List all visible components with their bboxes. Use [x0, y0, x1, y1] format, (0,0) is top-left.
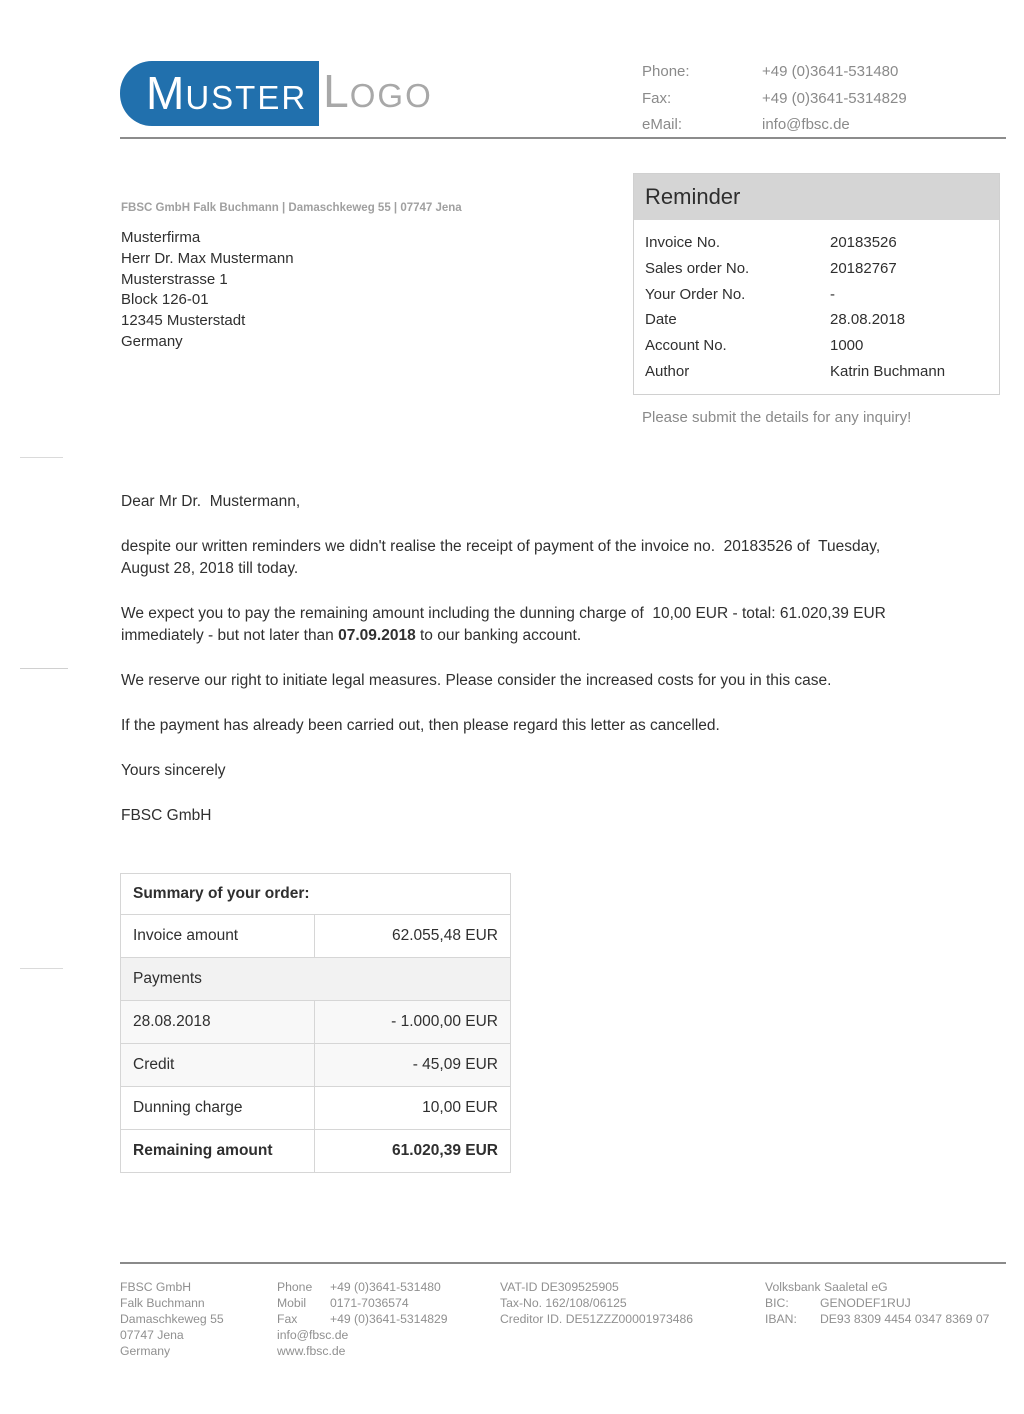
footer-fax-row [277, 1312, 448, 1328]
invoice-no-value: 20183526 [830, 234, 897, 251]
logo-secondary [319, 59, 433, 128]
remaining-amount-label: Remaining amount [121, 1130, 315, 1172]
sales-order-no-row [634, 256, 999, 282]
closing: Yours sincerely [121, 762, 226, 779]
your-order-no-value: - [830, 285, 835, 303]
recipient-city: 12345 Musterstadt [121, 312, 246, 330]
invoice-amount-row [121, 915, 510, 958]
inquiry-note: Please submit the details for any inquiry! [642, 409, 912, 426]
footer-iban-label: IBAN: [765, 1311, 797, 1326]
footer-fax-value: +49 (0)3641-5314829 [330, 1311, 448, 1326]
footer-mobile-label: Mobil [277, 1295, 307, 1310]
credit-label: Credit [121, 1044, 315, 1086]
recipient-block: Block 126-01 [121, 291, 209, 309]
payments-section-row [121, 958, 510, 1001]
your-order-no-row [634, 282, 999, 308]
footer-address-column [120, 1280, 224, 1360]
email-value: info@fbsc.de [762, 116, 850, 133]
invoice-amount-value: 62.055,48 EUR [392, 927, 498, 944]
paragraph-2-line-1: We expect you to pay the remaining amount including the dunning charge of 10,00 EUR - total: 61.020,39 EUR [121, 605, 886, 622]
sender-return-address: FBSC GmbH Falk Buchmann | Damaschkeweg 55 | 07747 Jena [121, 202, 462, 214]
paragraph-1-line-1: despite our written reminders we didn't realise the receipt of payment of the invoice no. 20183526 of Tuesday, [121, 538, 881, 555]
recipient-country: Germany [121, 332, 183, 350]
payment-amount-value: - 1.000,00 EUR [391, 1013, 498, 1030]
logo-primary-rest: USTER [185, 79, 308, 116]
footer-contact-column [277, 1280, 448, 1360]
fax-label: Fax: [642, 89, 672, 107]
footer-iban-row [765, 1312, 989, 1328]
recipient-company: Musterfirma [121, 229, 201, 246]
paragraph-1 [121, 536, 993, 580]
footer-bic-row [765, 1296, 989, 1312]
summary-title: Summary of your order: [121, 874, 510, 915]
invoice-amount-label: Invoice amount [121, 915, 315, 957]
account-no-label: Account No. [645, 337, 727, 355]
invoice-no-label: Invoice No. [645, 234, 721, 251]
footer-bank-column [765, 1280, 989, 1328]
footer-divider [120, 1262, 1006, 1264]
footer-company: FBSC GmbH [120, 1280, 192, 1294]
reminder-title: Reminder [634, 174, 999, 220]
email-label: eMail: [642, 116, 683, 133]
recipient-address-block [121, 228, 294, 353]
footer-country: Germany [120, 1343, 171, 1358]
payment-date-row [121, 1001, 510, 1044]
logo-secondary-rest: OGO [349, 77, 433, 114]
account-no-row [634, 333, 999, 359]
sales-order-no-label: Sales order No. [645, 259, 750, 277]
paragraph-2-line-2-before: immediately - but not later than [121, 627, 339, 644]
header-email-row [642, 112, 907, 139]
footer-bank-name: Volksbank Saaletal eG [765, 1280, 888, 1294]
footer-phone-row [277, 1280, 448, 1296]
credit-value: - 45,09 EUR [412, 1056, 498, 1073]
logo-blue-box [120, 61, 319, 126]
dunning-charge-value: 10,00 EUR [422, 1099, 498, 1116]
footer-iban-value: DE93 8309 4454 0347 8369 07 [820, 1311, 990, 1326]
remaining-amount-value: 61.020,39 EUR [392, 1142, 498, 1159]
author-value: Katrin Buchmann [830, 362, 946, 380]
footer-tax-column [500, 1280, 693, 1328]
order-summary-table [120, 873, 511, 1173]
account-no-value: 1000 [830, 337, 864, 355]
payments-label: Payments [133, 970, 202, 987]
footer-creditor-id: Creditor ID. DE51ZZZ00001973486 [500, 1311, 694, 1326]
paragraph-1-line-2: August 28, 2018 till today. [121, 560, 299, 577]
fold-mark-top [20, 457, 63, 458]
header-contact-block [642, 59, 907, 139]
company-logo [120, 61, 433, 126]
footer-bic-label: BIC: [765, 1295, 789, 1310]
dunning-charge-label: Dunning charge [121, 1087, 315, 1129]
fold-mark-bottom [20, 968, 63, 969]
footer-fax-label: Fax [277, 1311, 298, 1326]
due-date-bold: 07.09.2018 [338, 627, 416, 644]
author-row [634, 359, 999, 385]
phone-label: Phone: [642, 63, 690, 80]
logo-primary-initial: M [146, 67, 186, 119]
date-value: 28.08.2018 [830, 311, 906, 329]
remaining-amount-row [121, 1130, 510, 1172]
phone-value: +49 (0)3641-531480 [762, 63, 899, 80]
date-label: Date [645, 311, 677, 329]
payment-date-label: 28.08.2018 [121, 1001, 315, 1043]
paragraph-4: If the payment has already been carried out, then please regard this letter as cancelled. [121, 717, 720, 734]
header-fax-row [642, 86, 907, 113]
footer-website: www.fbsc.de [277, 1343, 346, 1358]
dunning-charge-row [121, 1087, 510, 1130]
paragraph-3: We reserve our right to initiate legal measures. Please consider the increased costs for you in this case. [121, 672, 832, 689]
your-order-no-label: Your Order No. [645, 285, 746, 303]
footer-tax-no: Tax-No. 162/108/06125 [500, 1295, 627, 1310]
logo-secondary-initial: L [323, 65, 350, 117]
invoice-no-row [634, 230, 999, 256]
reminder-info-box [633, 173, 1000, 395]
paragraph-2-line-2-after: to our banking account. [415, 627, 582, 644]
footer-street: Damaschkeweg 55 [120, 1311, 224, 1326]
date-row [634, 307, 999, 333]
salutation: Dear Mr Dr. Mustermann, [121, 493, 301, 510]
author-label: Author [645, 362, 690, 380]
footer-city: 07747 Jena [120, 1327, 184, 1342]
footer-phone-label: Phone [277, 1280, 313, 1294]
paragraph-2 [121, 603, 993, 647]
footer-phone-value: +49 (0)3641-531480 [330, 1280, 441, 1294]
footer-vat-id: VAT-ID DE309525905 [500, 1280, 619, 1294]
recipient-street: Musterstrasse 1 [121, 270, 228, 288]
fax-value: +49 (0)3641-5314829 [762, 89, 907, 107]
reminder-fields [634, 220, 999, 394]
footer-person: Falk Buchmann [120, 1295, 205, 1310]
sales-order-no-value: 20182767 [830, 259, 897, 277]
signature-company: FBSC GmbH [121, 807, 212, 824]
credit-row [121, 1044, 510, 1087]
footer-mobile-value: 0171-7036574 [330, 1295, 409, 1310]
fold-mark-middle [20, 668, 68, 669]
recipient-name: Herr Dr. Max Mustermann [121, 249, 294, 267]
letter-body [121, 491, 993, 850]
header-phone-row [642, 59, 907, 86]
footer-bic-value: GENODEF1RUJ [820, 1295, 911, 1310]
footer-mobile-row [277, 1296, 448, 1312]
footer-email: info@fbsc.de [277, 1327, 349, 1342]
